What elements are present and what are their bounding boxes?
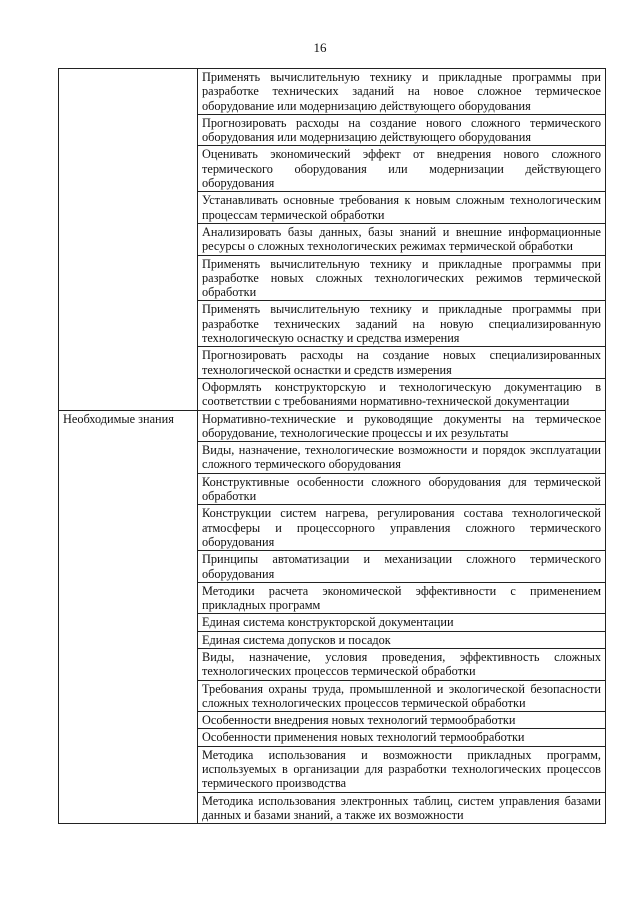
knowledge-cell: Методика использования и возможности прикладных программ, используемых в организации для разработки технологических процессов термического производства xyxy=(198,746,606,792)
knowledge-cell: Единая система конструкторской документации xyxy=(198,614,606,631)
page-number: 16 xyxy=(313,40,327,55)
skill-cell: Применять вычислительную технику и прикладные программы при разработке технических заданий на новую специализированную технологическую оснастку и средства измерения xyxy=(198,301,606,347)
skill-cell: Прогнозировать расходы на создание нового сложного термического оборудования или модернизацию действующего оборудования xyxy=(198,114,606,146)
knowledge-cell: Методика использования электронных таблиц, систем управления базами данных и базами знаний, а также их возможности xyxy=(198,792,606,824)
knowledge-cell: Единая система допусков и посадок xyxy=(198,631,606,648)
knowledge-cell: Принципы автоматизации и механизации сложного термического оборудования xyxy=(198,551,606,583)
competency-table xyxy=(58,68,606,824)
knowledge-cell: Методики расчета экономической эффективности с применением прикладных программ xyxy=(198,582,606,614)
knowledge-cell: Виды, назначение, технологические возможности и порядок эксплуатации сложного термического оборудования xyxy=(198,442,606,474)
knowledge-cell: Виды, назначение, условия проведения, эффективность сложных технологических процессов термической обработки xyxy=(198,648,606,680)
knowledge-cell: Конструктивные особенности сложного оборудования для термической обработки xyxy=(198,473,606,505)
knowledge-cell: Особенности внедрения новых технологий термообработки xyxy=(198,712,606,729)
empty-label-cell xyxy=(59,69,198,411)
skill-cell: Оценивать экономический эффект от внедрения нового сложного термического оборудования или модернизации действующего оборудования xyxy=(198,146,606,192)
skill-cell: Анализировать базы данных, базы знаний и внешние информационные ресурсы о сложных технологических режимах термической обработки xyxy=(198,223,606,255)
skill-cell: Применять вычислительную технику и прикладные программы при разработке новых сложных технологических режимов термической обработки xyxy=(198,255,606,301)
knowledge-cell: Особенности применения новых технологий термообработки xyxy=(198,729,606,746)
skill-cell: Прогнозировать расходы на создание новых специализированных технологической оснастки и средств измерения xyxy=(198,347,606,379)
table-row xyxy=(59,69,606,115)
skill-cell: Оформлять конструкторскую и технологическую документацию в соответствии с требованиями нормативно-технической документации xyxy=(198,378,606,410)
knowledge-label: Необходимые знания xyxy=(59,410,198,824)
skill-cell: Применять вычислительную технику и прикладные программы при разработке технических заданий на новое сложное термическое оборудование или модернизацию действующего оборудования xyxy=(198,69,606,115)
table-row xyxy=(59,410,606,442)
skill-cell: Устанавливать основные требования к новым сложным технологическим процессам термической обработки xyxy=(198,192,606,224)
knowledge-cell: Конструкции систем нагрева, регулирования состава технологической атмосферы и процессорного управления сложного термического оборудования xyxy=(198,505,606,551)
knowledge-cell: Требования охраны труда, промышленной и экологической безопасности сложных технологических процессов термической обработки xyxy=(198,680,606,712)
knowledge-cell: Нормативно-технические и руководящие документы на термическое оборудование, технологические процессы и их результаты xyxy=(198,410,606,442)
